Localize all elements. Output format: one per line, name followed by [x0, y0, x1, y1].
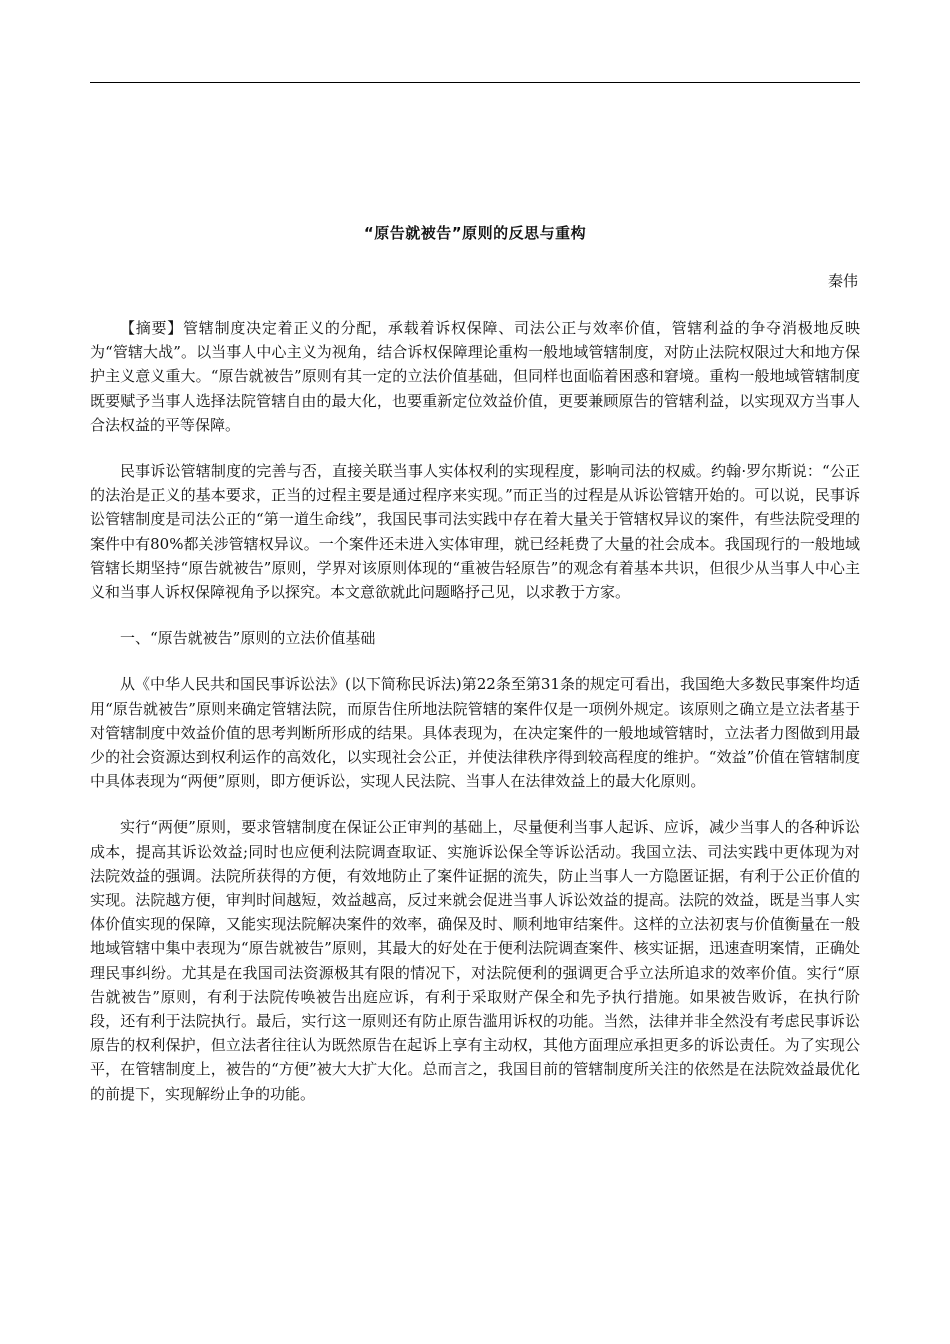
- author-name: 秦伟: [827, 272, 858, 290]
- header-rule: [90, 82, 860, 83]
- body-paragraph: 从《中华人民共和国民事诉讼法》(以下简称民诉法)第22条至第31条的规定可看出，我国绝大多数民事案件均适用“原告就被告”原则来确定管辖法院，而原告住所地法院管辖的案件仅是一项例外规定。该原则之确立是立法者基于对管辖制度中效益价值的思考判断所形成的结果。具体表现为，在决定案件的一般地域管辖时，立法者力图做到用最少的社会资源达到权利运作的高效化，以实现社会公正，并使法律秩序得到较高程度的维护。“效益”价值在管辖制度中具体表现为“两便”原则，即方便诉讼，实现人民法院、当事人在法律效益上的最大化原则。: [90, 675, 860, 791]
- body-paragraph: 实行“两便”原则，要求管辖制度在保证公正审判的基础上，尽量便利当事人起诉、应诉，减少当事人的各种诉讼成本，提高其诉讼效益;同时也应便利法院调查取证、实施诉讼保全等诉讼活动。我国立法、司法实践中更体现为对法院效益的强调。法院所获得的方便，有效地防止了案件证据的流失，防止当事人一方隐匿证据，有利于公正价值的实现。法院越方便，审判时间越短，效益越高，反过来就会促进当事人诉讼效益的提高。法院的效益，既是当事人实体价值实现的保障，又能实现法院解决案件的效率，确保及时、顺利地审结案件。这样的立法初衷与价值衡量在一般地域管辖中集中表现为“原告就被告”原则，其最大的好处在于便利法院调查案件、核实证据，迅速查明案情，正确处理民事纠纷。尤其是在我国司法资源极其有限的情况下，对法院便利的强调更合乎立法所追求的效率价值。实行“原告就被告”原则，有利于法院传唤被告出庭应诉，有利于采取财产保全和先予执行措施。如果被告败诉，在执行阶段，还有利于法院执行。最后，实行这一原则还有防止原告滥用诉权的功能。当然，法律并非全然没有考虑民事诉讼原告的权利保护，但立法者往往认为既然原告在起诉上享有主动权，其他方面理应承担更多的诉讼责任。为了实现公平，在管辖制度上，被告的“方便”被大大扩大化。总而言之，我国目前的管辖制度所关注的依然是在法院效益最优化的前提下，实现解纷止争的功能。: [90, 818, 860, 1103]
- document-body: [90, 316, 860, 1128]
- section-heading: 一、“原告就被告”原则的立法价值基础: [120, 629, 376, 648]
- abstract-paragraph: 【摘要】管辖制度决定着正义的分配，承载着诉权保障、司法公正与效率价值，管辖利益的争夺消极地反映为“管辖大战”。以当事人中心主义为视角，结合诉权保障理论重构一般地域管辖制度，对防止法院权限过大和地方保护主义意义重大。“原告就被告”原则有其一定的立法价值基础，但同样也面临着困惑和窘境。重构一般地域管辖制度既要赋予当事人选择法院管辖自由的最大化，也要重新定位效益价值，更要兼顾原告的管辖利益，以实现双方当事人合法权益的平等保障。: [90, 319, 860, 434]
- intro-paragraph: 民事诉讼管辖制度的完善与否，直接关联当事人实体权利的实现程度，影响司法的权威。约翰·罗尔斯说：“公正的法治是正义的基本要求，正当的过程主要是通过程序来实现。”而正当的过程是从诉讼管辖开始的。可以说，民事诉讼管辖制度是司法公正的“第一道生命线”，我国民事司法实践中存在着大量关于管辖权异议的案件，有些法院受理的案件中有80%都关涉管辖权异议。一个案件还未进入实体审理，就已经耗费了大量的社会成本。我国现行的一般地域管辖长期坚持“原告就被告”原则，学界对该原则体现的“重被告轻原告”的观念有着基本共识，但很少从当事人中心主义和当事人诉权保障视角予以探究。本文意欲就此问题略抒己见，以求教于方家。: [90, 462, 860, 602]
- document-title: “原告就被告”原则的反思与重构: [363, 224, 587, 242]
